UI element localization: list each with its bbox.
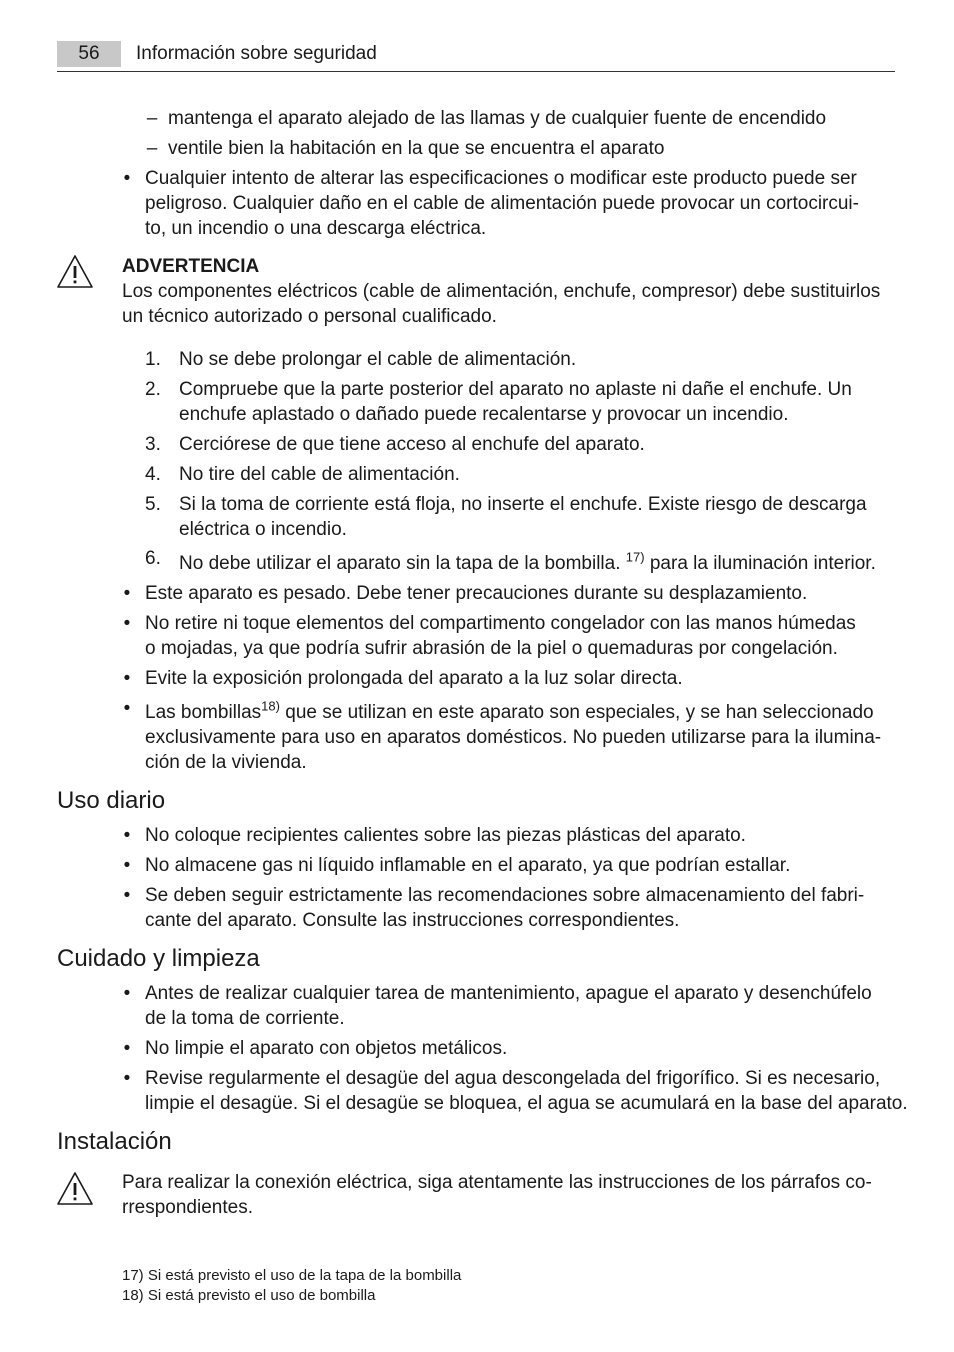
numbered-item-text: para la iluminación interior. xyxy=(644,553,876,574)
dash-item: ventile bien la habitación en la que se encuentra el aparato xyxy=(168,138,665,159)
section-heading-instalacion: Instalación xyxy=(57,1128,172,1155)
bullet-text: de la toma de corriente. xyxy=(145,1008,345,1029)
bullet-marker: • xyxy=(123,698,131,719)
list-number: 4. xyxy=(145,464,161,485)
bullet-text: to, un incendio o una descarga eléctrica. xyxy=(145,218,487,239)
list-number: 6. xyxy=(145,548,161,569)
bullet-marker: • xyxy=(123,613,131,634)
header-rule xyxy=(57,71,895,72)
numbered-item: Cerciórese de que tiene acceso al enchufe del aparato. xyxy=(179,434,645,455)
bullet-text: Se deben seguir estrictamente las recomendaciones sobre almacenamiento del fabri- xyxy=(145,885,865,906)
bullet-marker: • xyxy=(123,583,131,604)
bullet-marker: • xyxy=(123,885,131,906)
footnote-ref: 17) xyxy=(625,549,645,565)
warning-title: ADVERTENCIA xyxy=(122,256,260,277)
dash-item: mantenga el aparato alejado de las llamas y de cualquier fuente de encendido xyxy=(168,108,827,129)
section-heading-cuidado: Cuidado y limpieza xyxy=(57,945,260,972)
bullet-text: o mojadas, ya que podría sufrir abrasión de la piel o quemaduras por congelación. xyxy=(145,638,838,659)
bullet-text: peligroso. Cualquier daño en el cable de alimentación puede provocar un cortocircui- xyxy=(145,193,859,214)
page-header-title: Información sobre seguridad xyxy=(136,43,377,64)
bullet-text: No coloque recipientes calientes sobre las piezas plásticas del aparato. xyxy=(145,825,746,846)
bullet-marker: • xyxy=(123,825,131,846)
numbered-item: enchufe aplastado o dañado puede recalentarse y provocar un incendio. xyxy=(179,404,789,425)
list-number: 5. xyxy=(145,494,161,515)
list-number: 2. xyxy=(145,379,161,400)
bullet-marker: • xyxy=(123,983,131,1004)
warning-text: un técnico autorizado o personal cualificado. xyxy=(122,306,497,327)
warning-triangle-icon xyxy=(56,1171,94,1207)
bullet-marker: • xyxy=(123,855,131,876)
warning-text: Los componentes eléctricos (cable de alimentación, enchufe, compresor) debe sustituirlos xyxy=(122,281,881,302)
bullet-text: Cualquier intento de alterar las especificaciones o modificar este producto puede ser xyxy=(145,168,857,189)
warning-triangle-icon xyxy=(56,254,94,290)
bullet-text: No limpie el aparato con objetos metálicos. xyxy=(145,1038,508,1059)
footnote-18: 18) Si está previsto el uso de bombilla xyxy=(122,1287,376,1304)
numbered-item: eléctrica o incendio. xyxy=(179,519,347,540)
numbered-item: No se debe prolongar el cable de alimentación. xyxy=(179,349,577,370)
bullet-marker: • xyxy=(123,168,131,189)
bullet-text: Revise regularmente el desagüe del agua descongelada del frigorífico. Si es necesario, xyxy=(145,1068,881,1089)
bullet-marker: • xyxy=(123,1068,131,1089)
bullet-text xyxy=(145,700,874,725)
bullet-text: Este aparato es pesado. Debe tener precauciones durante su desplazamiento. xyxy=(145,583,808,604)
bullet-text: cante del aparato. Consulte las instrucciones correspondientes. xyxy=(145,910,680,931)
bullet-text: Evite la exposición prolongada del aparato a la luz solar directa. xyxy=(145,668,683,689)
dash-marker: – xyxy=(146,108,158,129)
footnote-17: 17) Si está previsto el uso de la tapa de la bombilla xyxy=(122,1267,462,1284)
bullet-text: No retire ni toque elementos del compartimento congelador con las manos húmedas xyxy=(145,613,856,634)
page-number: 56 xyxy=(78,43,100,64)
numbered-item: No tire del cable de alimentación. xyxy=(179,464,460,485)
bullet-marker: • xyxy=(123,668,131,689)
bullet-text: ción de la vivienda. xyxy=(145,752,307,773)
instalacion-text: rrespondientes. xyxy=(122,1197,253,1218)
footnote-ref: 18) xyxy=(261,698,280,714)
list-number: 1. xyxy=(145,349,161,370)
bullet-marker: • xyxy=(123,1038,131,1059)
bullet-text-part: que se utilizan en este aparato son especiales, y se han seleccionado xyxy=(279,702,874,723)
bullet-text-part: Las bombillas xyxy=(145,702,262,723)
bullet-text: exclusivamente para uso en aparatos domésticos. No pueden utilizarse para la ilumina- xyxy=(145,727,882,748)
numbered-item: Si la toma de corriente está floja, no inserte el enchufe. Existe riesgo de descarga xyxy=(179,494,867,515)
dash-marker: – xyxy=(146,138,158,159)
bullet-text: limpie el desagüe. Si el desagüe se bloquea, el agua se acumulará en la base del aparato. xyxy=(145,1093,908,1114)
section-heading-uso-diario: Uso diario xyxy=(57,787,166,814)
numbered-item-text: No debe utilizar el aparato sin la tapa de la bombilla. xyxy=(179,553,626,574)
numbered-item: Compruebe que la parte posterior del aparato no aplaste ni dañe el enchufe. Un xyxy=(179,379,852,400)
instalacion-text: Para realizar la conexión eléctrica, siga atentamente las instrucciones de los párrafos co- xyxy=(122,1172,872,1193)
list-number: 3. xyxy=(145,434,161,455)
bullet-text: Antes de realizar cualquier tarea de mantenimiento, apague el aparato y desenchúfelo xyxy=(145,983,872,1004)
numbered-item xyxy=(179,551,876,576)
bullet-text: No almacene gas ni líquido inflamable en el aparato, ya que podrían estallar. xyxy=(145,855,791,876)
